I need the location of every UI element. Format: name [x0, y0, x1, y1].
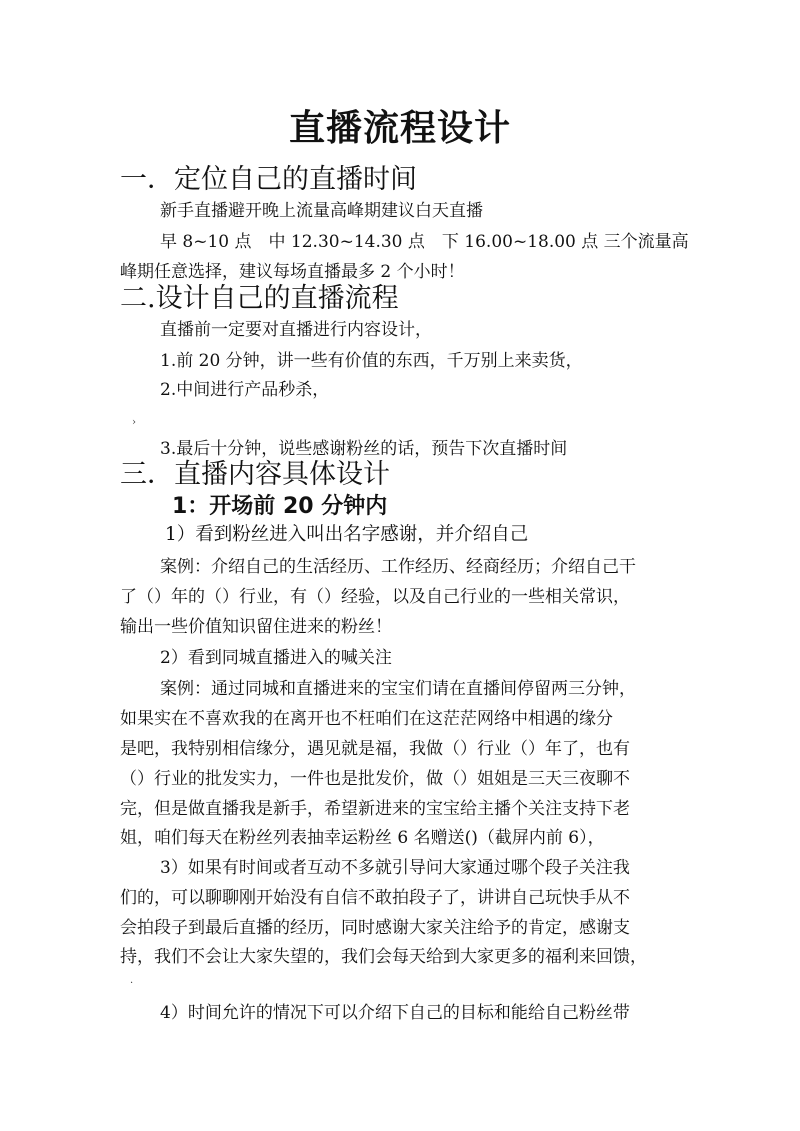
section-1-heading: 一．定位自己的直播时间: [120, 164, 417, 195]
section-2-step-2: 2.中间进行产品秒杀，: [160, 380, 330, 400]
section-1-time-slots-line-1: 早 8~10 点 中 12.30~14.30 点 下 16.00~18.00 点 三个流量高: [160, 232, 689, 252]
section-2-step-1: 1.前 20 分钟，讲一些有价值的东西，千万别上来卖货，: [160, 351, 583, 371]
section-1-time-slots-line-2: 峰期任意选择，建议每场直播最多 2 个小时！: [120, 262, 465, 282]
case-1-line-2: 了（）年的（）行业，有（）经验，以及自己行业的一些相关常识，: [120, 587, 630, 607]
section-2-intro: 直播前一定要对直播进行内容设计，: [160, 320, 432, 340]
point-3-line-2: 们的，可以聊聊刚开始没有自信不敢拍段子了，讲讲自己玩快手从不: [120, 888, 630, 908]
case-2-line-5: 完，但是做直播我是新手，希望新进来的宝宝给主播个关注支持下老: [120, 799, 630, 819]
point-1: 1）看到粉丝进入叫出名字感谢，并介绍自己: [165, 524, 529, 545]
point-3-line-3: 会拍段子到最后直播的经历，同时感谢大家关注给予的肯定，感谢支: [120, 918, 630, 938]
point-3-line-4: 持，我们不会让大家失望的，我们会每天给到大家更多的福利来回馈，: [120, 947, 647, 967]
case-2-line-6: 姐，咱们每天在粉丝列表抽幸运粉丝 6 名赠送()（截屏内前 6），: [120, 828, 605, 848]
section-2-heading: 二.设计自己的直播流程: [120, 283, 399, 314]
point-4: 4）时间允许的情况下可以介绍下自己的目标和能给自己粉丝带: [160, 1003, 630, 1023]
section-2-step-3: 3.最后十分钟，说些感谢粉丝的话，预告下次直播时间: [160, 439, 568, 459]
section-3-subheading: 1：开场前 20 分钟内: [172, 494, 388, 519]
point-3-line-1: 3）如果有时间或者互动不多就引导问大家通过哪个段子关注我: [160, 858, 630, 878]
section-1-paragraph: 新手直播避开晚上流量高峰期建议白天直播: [160, 201, 483, 221]
stray-mark: ›: [132, 417, 136, 428]
stray-mark: ·: [130, 978, 134, 989]
point-2: 2）看到同城直播进入的喊关注: [160, 648, 392, 668]
section-3-heading: 三．直播内容具体设计: [120, 459, 390, 490]
case-1-line-3: 输出一些价值知识留住进来的粉丝！: [120, 617, 392, 637]
case-2-line-2: 如果实在不喜欢我的在离开也不枉咱们在这茫茫网络中相遇的缘分: [120, 709, 613, 729]
case-2-line-4: （）行业的批发实力，一件也是批发价，做（）姐姐是三天三夜聊不: [120, 769, 630, 789]
case-1-line-1: 案例：介绍自己的生活经历、工作经历、经商经历；介绍自己干: [160, 557, 636, 577]
case-2-line-1: 案例：通过同城和直播进来的宝宝们请在直播间停留两三分钟，: [160, 679, 636, 699]
document-title: 直播流程设计: [288, 107, 511, 149]
case-2-line-3: 是吧，我特别相信缘分，遇见就是福，我做（）行业（）年了，也有: [120, 739, 630, 759]
